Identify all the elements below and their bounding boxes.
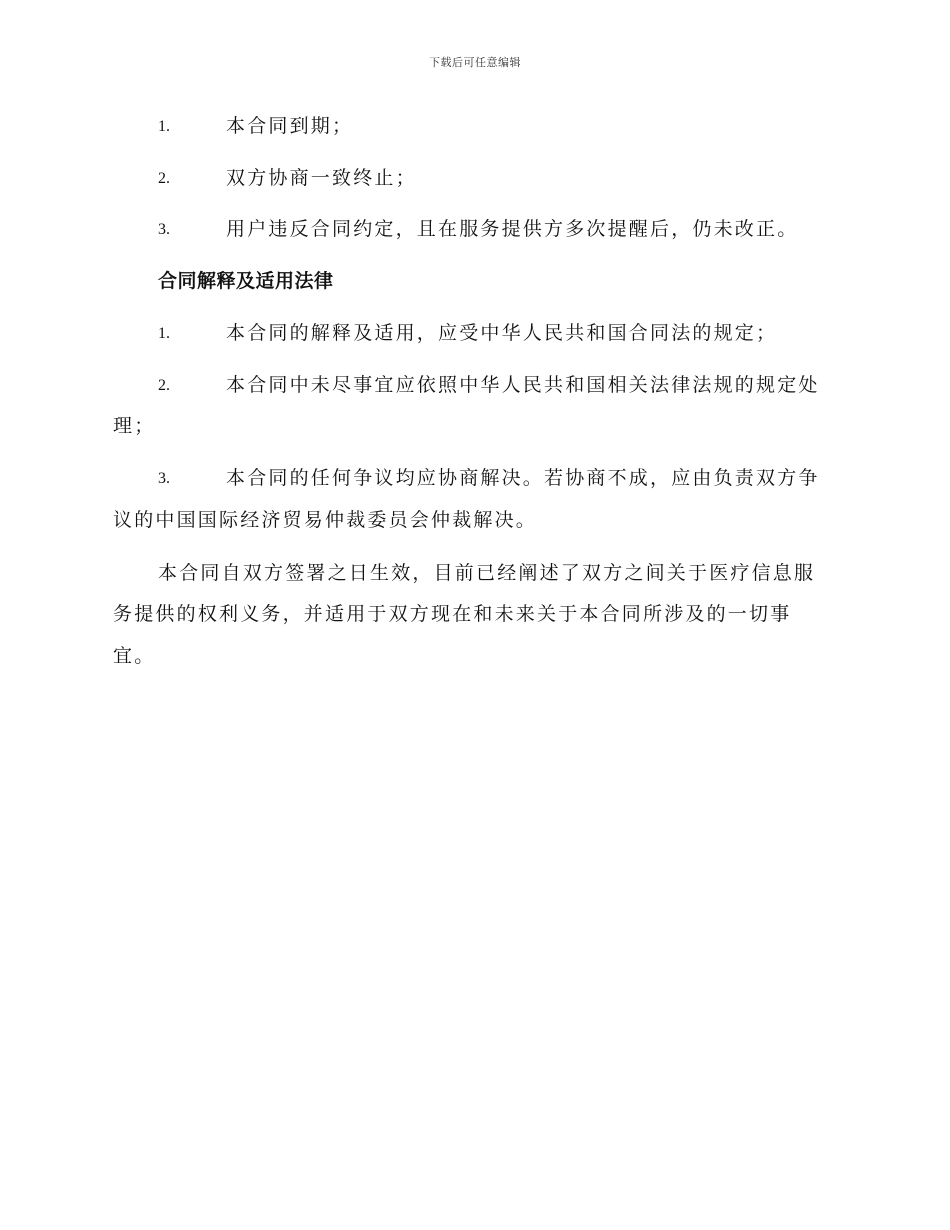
list-item-text: 本合同的解释及适用，应受中华人民共和国合同法的规定； (226, 322, 778, 344)
list-item-text: 用户违反合同约定，且在服务提供方多次提醒后，仍未改正。 (226, 218, 799, 240)
list-item-text: 本合同的任何争议均应协商解决。若协商不成，应由负责双方争 (226, 467, 820, 489)
paragraph-text: 宜。 (113, 645, 156, 667)
list-item-number: 2. (158, 170, 170, 187)
list-item-number: 2. (158, 377, 170, 394)
list-item-number: 3. (158, 221, 170, 238)
list-item-number: 3. (158, 470, 170, 487)
paragraph-text: 本合同自双方签署之日生效，目前已经阐述了双方之间关于医疗信息服 (158, 562, 816, 584)
list-item-text-continued: 议的中国国际经济贸易仲裁委员会仲裁解决。 (113, 509, 538, 531)
paragraph-text: 务提供的权利义务，并适用于双方现在和未来关于本合同所涉及的一切事 (113, 603, 792, 625)
list-item-number: 1. (158, 118, 170, 135)
list-item-text: 本合同到期； (226, 115, 354, 137)
list-item-number: 1. (158, 325, 170, 342)
list-item-text: 本合同中未尽事宜应依照中华人民共和国相关法律法规的规定处 (226, 374, 820, 396)
section-heading: 合同解释及适用法律 (158, 270, 334, 292)
page-header: 下载后可任意编辑 (429, 56, 521, 69)
list-item-text-continued: 理； (113, 415, 156, 437)
list-item-text: 双方协商一致终止； (226, 167, 417, 189)
